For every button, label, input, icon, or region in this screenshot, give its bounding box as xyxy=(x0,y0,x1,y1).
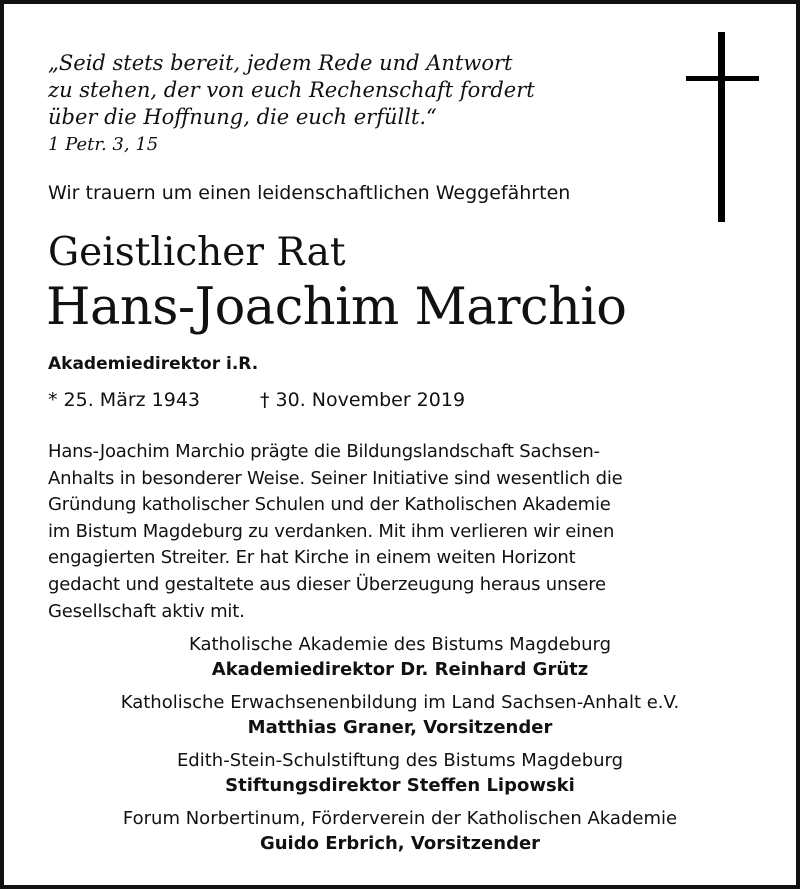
organization-person: Akademiedirektor Dr. Reinhard Grütz xyxy=(211,659,589,680)
deceased-name: Hans-Joachim Marchio xyxy=(46,278,627,337)
organization-name: Forum Norbertinum, Förderverein der Katholischen Akademie xyxy=(122,808,678,829)
tribute-line: im Bistum Magdeburg zu verdanken. Mit ihm verlieren wir einen xyxy=(48,520,615,542)
tribute-line: Gesellschaft aktiv mit. xyxy=(48,600,245,622)
signatory-block xyxy=(4,748,796,798)
tribute-line: engagierten Streiter. Er hat Kirche in einem weiten Horizont xyxy=(48,547,576,569)
quote-line: „Seid stets bereit, jedem Rede und Antwort xyxy=(48,51,513,75)
signatory-block xyxy=(4,806,796,856)
quote-reference: 1 Petr. 3, 15 xyxy=(48,134,159,155)
quote-line: über die Hoffnung, die euch erfüllt.“ xyxy=(48,105,437,129)
mourning-line: Wir trauern um einen leidenschaftlichen Weggefährten xyxy=(48,182,571,204)
organization-person: Matthias Graner, Vorsitzender xyxy=(247,717,553,738)
deceased-title: Geistlicher Rat xyxy=(48,230,346,275)
cross-vertical-bar xyxy=(718,32,725,222)
quote-line: zu stehen, der von euch Rechenschaft fordert xyxy=(48,78,535,102)
tribute-line: Gründung katholischer Schulen und der Katholischen Akademie xyxy=(48,494,611,516)
tribute-line: Hans-Joachim Marchio prägte die Bildungslandschaft Sachsen- xyxy=(48,441,600,462)
tribute-text xyxy=(48,439,623,625)
organization-name: Edith-Stein-Schulstiftung des Bistums Magdeburg xyxy=(176,750,624,771)
bible-quote xyxy=(48,50,535,131)
birth-date: * 25. März 1943 xyxy=(48,389,201,411)
signatories xyxy=(4,632,796,864)
tribute-line: Anhalts in besonderer Weise. Seiner Initiative sind wesentlich die xyxy=(48,467,623,489)
organization-name: Katholische Erwachsenenbildung im Land Sachsen-Anhalt e.V. xyxy=(120,692,680,713)
signatory-block xyxy=(4,632,796,682)
organization-person: Stiftungsdirektor Steffen Lipowski xyxy=(225,775,575,796)
deceased-role: Akademiedirektor i.R. xyxy=(48,354,259,374)
death-date: † 30. November 2019 xyxy=(260,389,466,411)
signatory-block xyxy=(4,690,796,740)
organization-name: Katholische Akademie des Bistums Magdeburg xyxy=(188,634,611,655)
tribute-line: gedacht und gestaltete aus dieser Überzeugung heraus unsere xyxy=(48,573,606,595)
organization-person: Guido Erbrich, Vorsitzender xyxy=(259,833,541,854)
cross-horizontal-bar xyxy=(686,76,759,81)
